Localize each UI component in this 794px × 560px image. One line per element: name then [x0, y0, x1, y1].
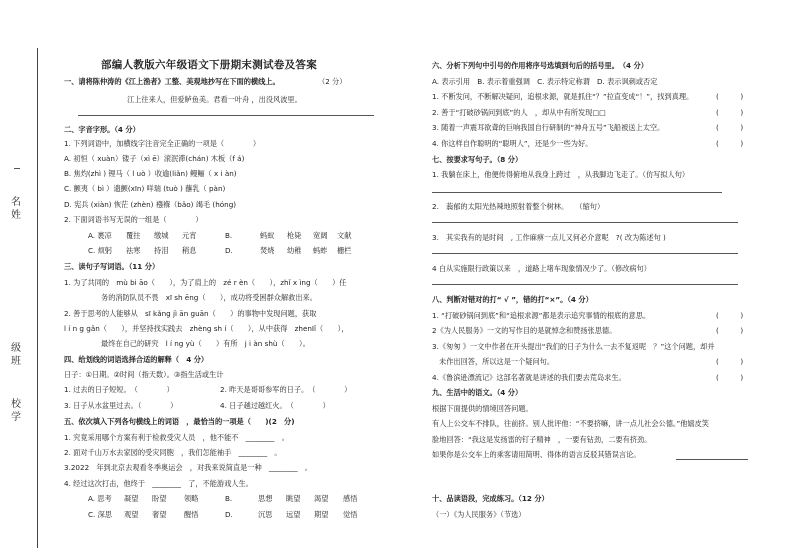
q1-score: （2 分） — [318, 77, 347, 86]
name-label: 名姓 — [11, 197, 21, 221]
q8-3-answer[interactable]: ( ) — [716, 357, 744, 366]
binding-line — [37, 48, 38, 548]
q8-2: 2《为人民服务》一文的写作目的是就悼念和赞扬张思德。 — [432, 326, 617, 335]
q7-2: 2. 蓊郁的太阳光热辣地照射着整个树林。 （缩句） — [432, 202, 605, 211]
opt: 蚂蚁 — [260, 231, 275, 240]
opt: 栅栏 — [337, 246, 352, 255]
q8-3a: 3.《匆匆 》一文中作者在开头提出“我们的日子为什么一去不复返呢 ？”这个问题，却并 — [432, 342, 715, 351]
q7-1-answer-line[interactable] — [432, 192, 722, 193]
q2-heading: 二、字音字形。（4 分） — [64, 125, 140, 134]
q2-1c: C. 颤夷（ bì ）遗颤(xīn) 咩瑞 (tuò ) 蘸乳（ pàn) — [64, 184, 226, 193]
q3-heading: 三、读句子写词语。（11 分） — [64, 262, 160, 271]
q5-1: 1. 究竟采用哪个方案有利于检救受灾人员 ，他不能不 ________ 。 — [64, 433, 289, 442]
opt: 渴望 — [314, 494, 329, 503]
opt: 观望 — [124, 510, 139, 519]
q8-3b: 未作出回答，所以这是一个疑问句。 — [439, 357, 555, 366]
q4-3: 3. 日子从水盆里过去。（ ） — [64, 401, 178, 410]
opt: A. 思考 — [88, 494, 112, 503]
q6-2: 2. 善于“打破砂锅问到底”的人 ，却从中有所发现□□ — [432, 108, 606, 117]
q4-2: 2. 昨天是哥哥参军的日子。 （ ） — [220, 385, 352, 394]
q9-intro: 根据下面提供的情境回答问题。 — [432, 404, 533, 413]
opt: 宽阔 — [313, 231, 328, 240]
q6-heading: 六、分析下列句中引号的作用将序号选填到句后的括号里。 （4 分） — [432, 61, 648, 70]
opt: 思想 — [258, 494, 273, 503]
q5-4: 4. 经过这次打击，他终于 ________ 了，不能游戏人生。 — [64, 479, 253, 488]
q7-2-answer-line[interactable] — [432, 222, 738, 223]
q5-2: 2. 面对千山万水去家园的受灾同胞 ，我们怎能袖手 ________ 。 — [64, 448, 282, 457]
q7-1: 1. 我躺在床上，他便传得俯地从我身上跨过 ，从我脚边飞走了。（仿写拟人句） — [432, 170, 690, 179]
q2-1b: B. 焦灼(zhì ) 锂马（ l uò ）收逾(liǎn) 鳗鲡（ x i àn) — [64, 169, 237, 178]
opt: D. — [225, 510, 233, 519]
opt: 盼望 — [152, 494, 167, 503]
q4-heading: 四、给划线的词语选择合适的解释（ 4 分） — [64, 355, 209, 364]
opt: 覆拄 — [126, 231, 141, 240]
q2-1a: A. 初恒（ xuàn）镂子（xì ē）滚泯滞(chán) 木板（f á) — [64, 154, 245, 163]
opt: 凝望 — [124, 494, 139, 503]
opt: C. 深思 — [88, 510, 112, 519]
opt: B. — [225, 231, 233, 240]
q6-2-answer[interactable]: ( ) — [716, 108, 744, 117]
q1-poem: 江上往来人，但爱鲈鱼美。君看一叶舟 ，出没风波里。 — [127, 95, 302, 104]
q10-heading: 十、品读语段，完成练习。（12 分） — [432, 494, 549, 503]
q8-heading: 八、判断对错对的打“ √ ”，错的打“×”。（4 分） — [432, 295, 593, 304]
opt: 觉悟 — [343, 510, 358, 519]
opt: 稍息 — [182, 246, 197, 255]
page-title: 部编人教版六年级语文下册期末测试卷及答案 — [101, 59, 317, 71]
q5-3: 3.2022 年到北京去观看冬季奥运会 ，对我来说简直是一种 ________ 。 — [64, 463, 312, 472]
q7-3: 3. 其实我有的是时间 , 工作麻痹一点儿又何必介意呢 ?( 改为陈述句 ) — [432, 233, 666, 242]
q6-4-answer[interactable]: ( ) — [716, 139, 744, 148]
opt: 期望 — [314, 510, 329, 519]
q8-1-answer[interactable]: ( ) — [716, 311, 744, 320]
q9-text-2: 脸地回答：“我这是发扬雷的钉子精神 ，一要有钻劲，二要有挤劲。 — [432, 435, 652, 444]
opt: C. 烦躬 — [88, 246, 112, 255]
q4-1: 1. 过去的日子短短。 （ ） — [64, 385, 174, 394]
q3-1a: 1. 为了共同的 mù bi āo（ ），为了肩上的 zé r èn（ ），zhǐ x ìng（ ）任 — [64, 278, 347, 287]
opt: 焚烧 — [260, 246, 275, 255]
q8-1: 1. “打破砂锅问到底”和“追根求源”都是表示追究事情的根底的意思。 — [432, 311, 651, 320]
q2-1d: D. 宪兵 (xiàn) 恢茫 (zhèn) 襁褓（bǎo) 竭毛 (hóng) — [64, 200, 237, 209]
q7-3-answer-line[interactable] — [432, 253, 738, 254]
opt: 幼稚 — [287, 246, 302, 255]
school-label: 校学 — [11, 399, 21, 423]
opt: 醒悟 — [184, 510, 199, 519]
q9-text-3: 如果你是公交车上的乘客请用简明、得体的语言反驳其错误言论。 — [432, 450, 641, 459]
q2-2: 2. 下面词语书写无误的一组是（ ） — [64, 215, 203, 224]
opt: B. — [225, 494, 233, 503]
opt: 蚂蚱 — [313, 246, 328, 255]
q8-4: 4.《鲁滨逊漂流记》这部名著就是讲述的我们要去荒岛求生。 — [432, 373, 626, 382]
q6-options: A. 表示引用 B. 表示着重强调 C. 表示特定称谓 D. 表示讽刺或否定 — [432, 77, 658, 86]
q7-4: 4 白从实施限行政策以来 ，道路上堵车现象情况少了。（修改病句） — [432, 264, 651, 273]
q6-3: 3. 随着一声震耳欲聋的巨响我国自行研制的“神舟五号”飞船被送上太空。 — [432, 123, 665, 132]
q3-1b: 务的消防队员不畏 xī sh ēng（ ），成功将受困群众解救出来。 — [101, 293, 317, 302]
q9-answer-line[interactable] — [676, 459, 748, 460]
q1-answer-line[interactable] — [78, 115, 374, 116]
q5-heading: 五、依次填入下列各句横线上的词语 ，最恰当的一项是（ )(2 分) — [64, 417, 295, 426]
binding-underline — [14, 168, 20, 169]
q7-heading: 七、按要求写句子。（8 分） — [432, 155, 523, 164]
q9-heading: 九、生活中的语文。（4 分） — [432, 388, 523, 397]
q8-4-answer[interactable]: ( ) — [716, 373, 744, 382]
opt: 枪毙 — [287, 231, 302, 240]
opt: 眺望 — [286, 494, 301, 503]
opt: 元宵 — [182, 231, 197, 240]
q9-text-1: 有人上公交车不排队，往前挤。别人批评他：“不要挤嘛，讲一点儿社会公德。”他嬉皮笑 — [432, 419, 709, 428]
q10-subheading: （一）《为人民服务》（节选） — [432, 510, 526, 519]
q2-1: 1. 下列词语中，加横线字注音完全正确的一项是（ ） — [64, 139, 261, 148]
opt: 文献 — [337, 231, 352, 240]
opt: A. 裹凉 — [88, 231, 112, 240]
q8-2-answer[interactable]: ( ) — [716, 326, 744, 335]
q1-heading: 一、请将陈仲涛的《江上渔者》工整、美观地抄写在下面的横线上。 — [64, 77, 280, 86]
q3-2b: l í n g gǎn（ ），并坚持找实践去 zhèng sh í（ ），从中获得 zhenIǐ（ ）， — [64, 324, 349, 333]
q7-4-answer-line[interactable] — [432, 284, 738, 285]
q6-4: 4. 你这样自作聪明的“聪明人”，还是少一些为好。 — [432, 139, 593, 148]
opt: 奢望 — [152, 510, 167, 519]
q4-4: 4. 日子越过越红火。 （ ） — [220, 401, 330, 410]
q6-1: 1. 不断发问，不断解决疑问，追根求源，就是抓住“？”拉直变成“！”，找到真理。 — [432, 92, 694, 101]
class-label: 级班 — [11, 343, 21, 367]
opt: 沉思 — [258, 510, 273, 519]
opt: 远望 — [286, 510, 301, 519]
opt: D. — [225, 246, 233, 255]
q6-1-answer[interactable]: ( ) — [716, 92, 744, 101]
q6-3-answer[interactable]: ( ) — [716, 123, 744, 132]
opt: 祛寒 — [126, 246, 141, 255]
q3-2c: 最终在自己的研究 l í ng yù（ ）有所 j i àn shù（ ）。 — [101, 339, 310, 348]
q4-options: 日子：①日期。②时间（指天数）。③指生活或生计 — [64, 370, 224, 379]
opt: 持泪 — [154, 246, 169, 255]
q3-2a: 2. 善于思考的人能够从 sī kǎng jì ān guān（ ）的事物中发现问题，获取 — [64, 309, 317, 318]
opt: 感悟 — [343, 494, 358, 503]
opt: 领略 — [184, 494, 199, 503]
opt: 缴城 — [154, 231, 169, 240]
